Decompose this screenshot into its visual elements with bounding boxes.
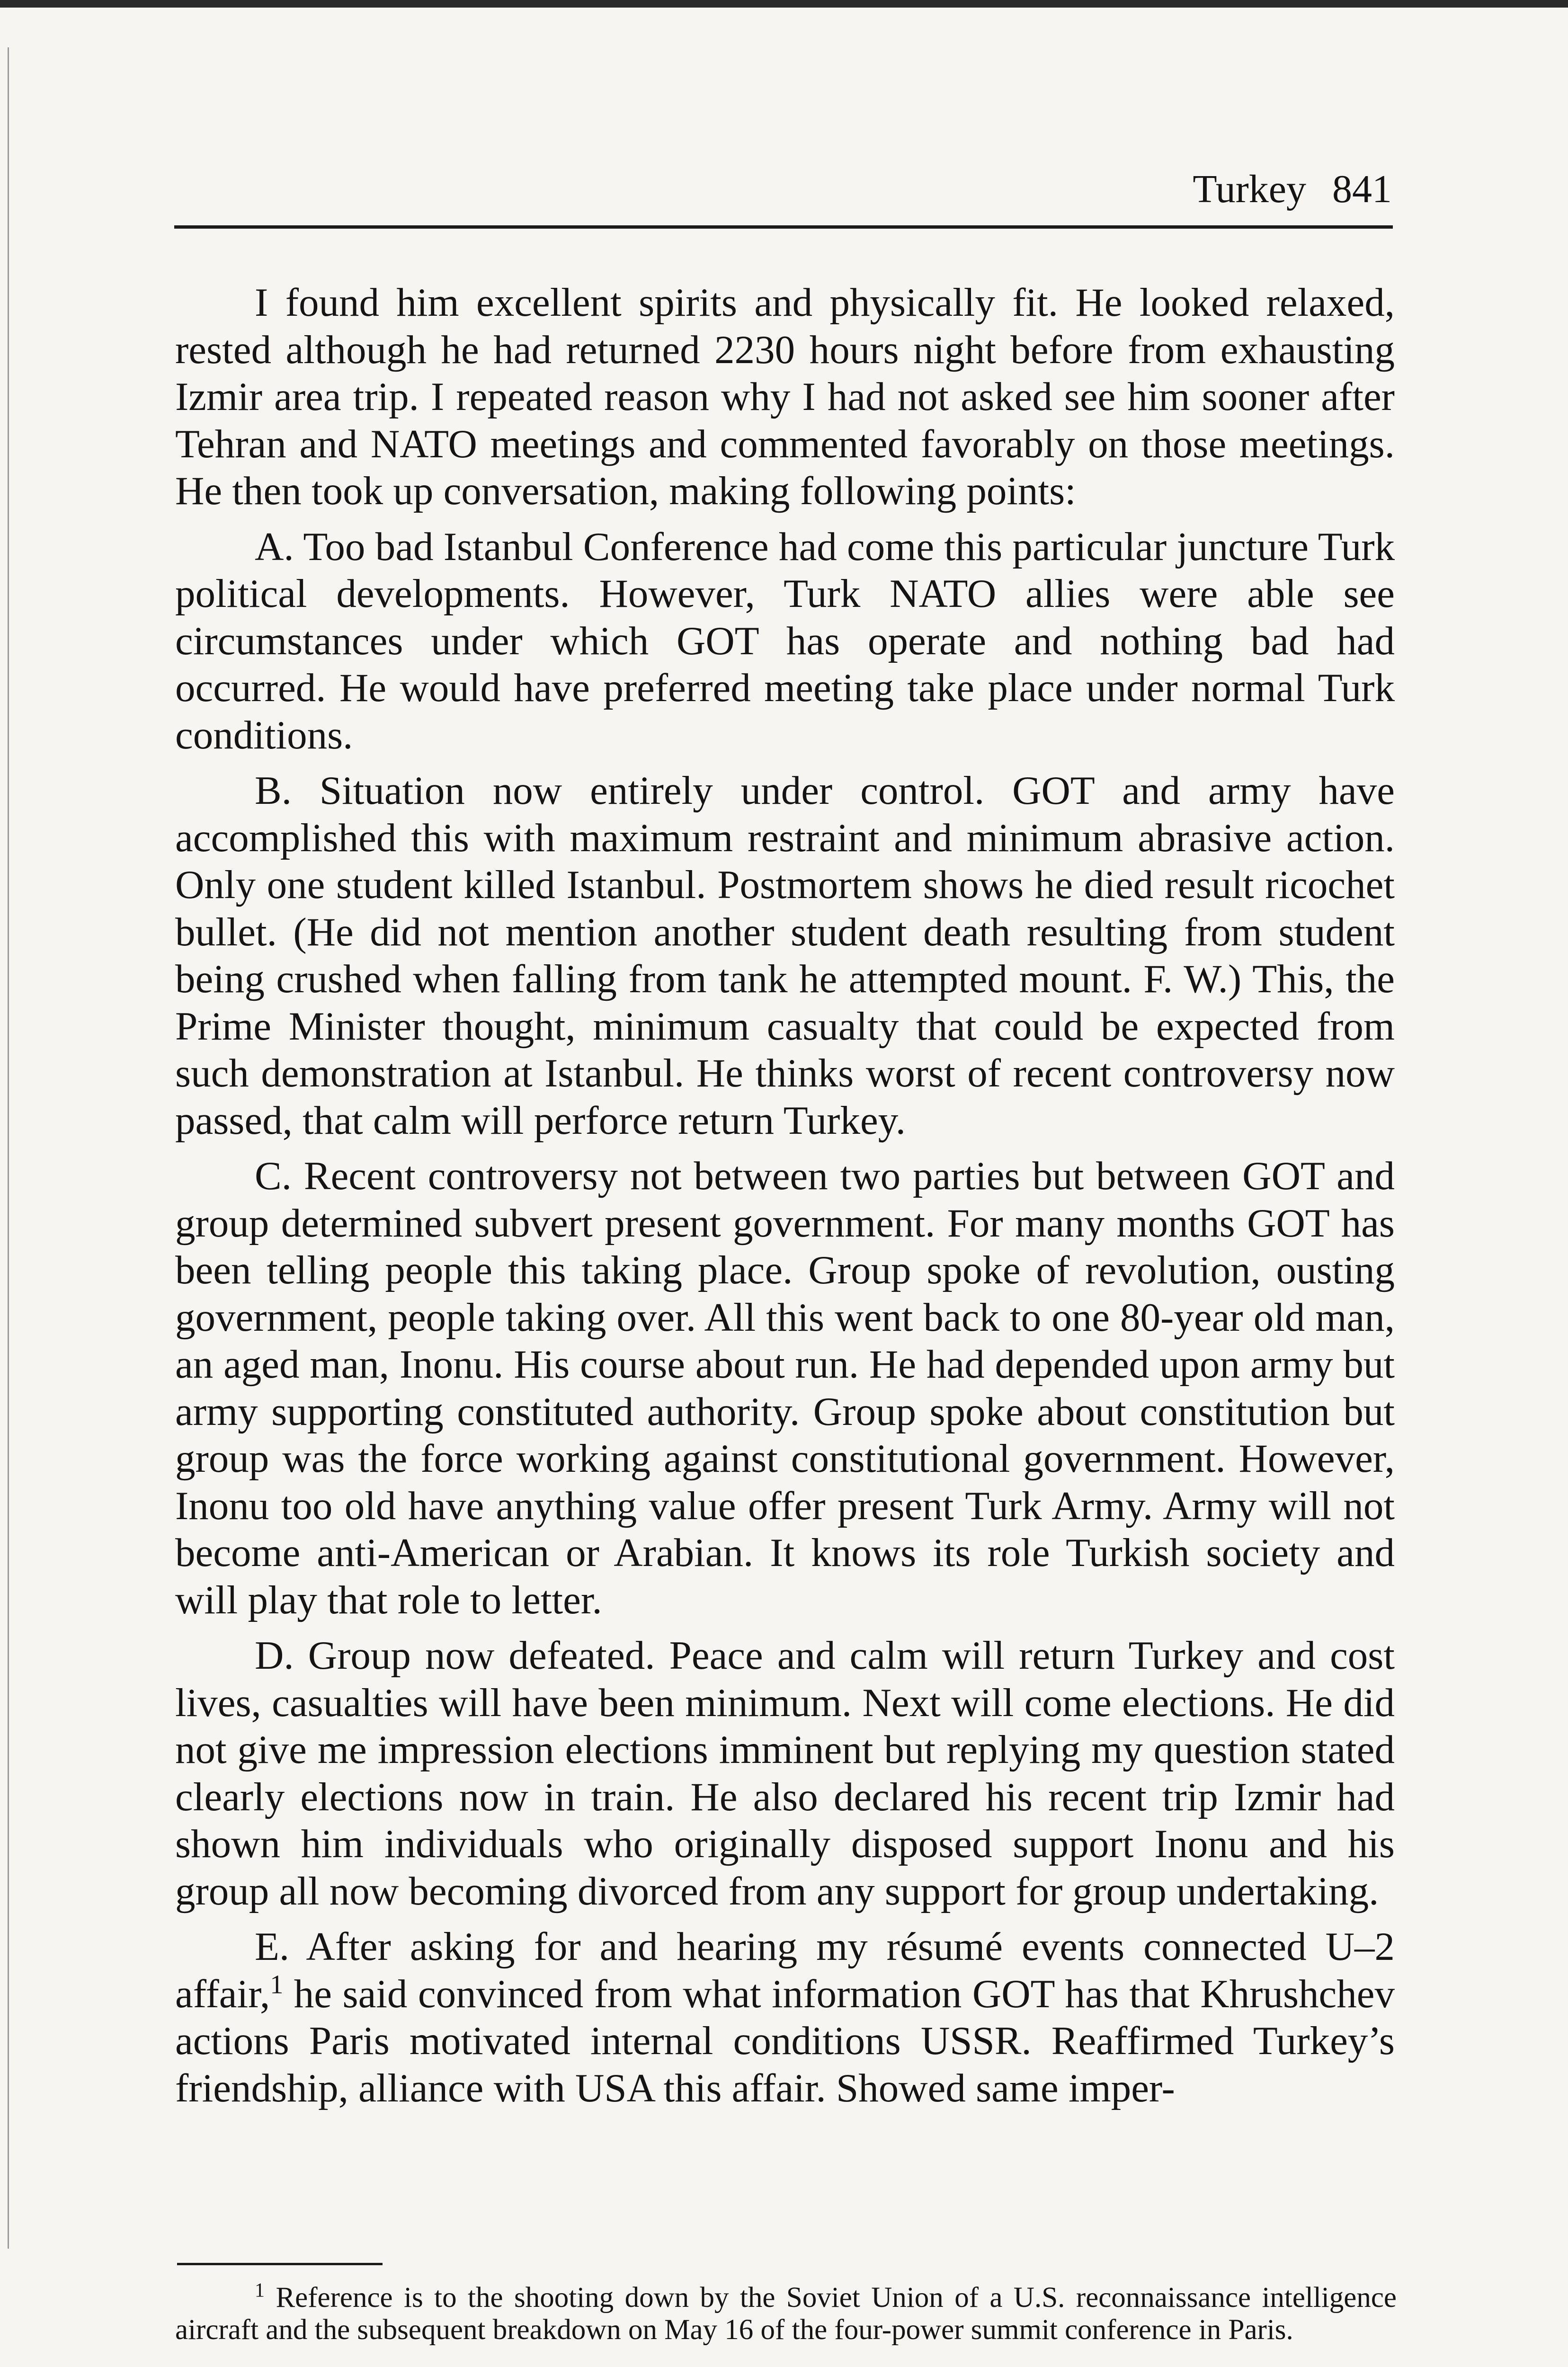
footnote (175, 2279, 1397, 2346)
paragraph-c: C. Recent controversy not between two parties but between GOT and group determined subvert present government. For many months GOT has been telling people this taking place. Group spoke of revolution, ousting government, people taking over. All this went back to one 80-year old man, an aged man, Inonu. His course about run. He had depended upon army but army supporting constituted authority. Group spoke about constitution but group was the force working against constitutional government. However, Inonu too old have anything value offer present Turk Army. Army will not become anti-American or Arabian. It knows its role Turkish society and will play that role to letter. (175, 1154, 1395, 1622)
page-number: 841 (1332, 167, 1392, 211)
paragraph-b: B. Situation now entirely under control. GOT and army have accomplished this with maximum restraint and minimum abrasive action. Only one student killed Istanbul. Postmortem shows he died result ricochet bullet. (He did not mention another student death resulting from student being crushed when falling from tank he attempted mount. F. W.) This, the Prime Minister thought, minimum casualty that could be expected from such demonstration at Istanbul. He thinks worst of recent controversy now passed, that calm will perforce return Turkey. (175, 768, 1395, 1143)
paragraph-d: D. Group now defeated. Peace and calm will return Turkey and cost lives, casualties will have been minimum. Next will come elections. He did not give me impression elections imminent but replying my question stated clearly elections now in train. He also declared his recent trip Izmir had shown him individuals who originally disposed support Inonu and his group all now becoming divorced from any support for group undertaking. (175, 1633, 1395, 1913)
page-top-edge (0, 0, 1568, 8)
page-left-edge (8, 47, 9, 2249)
paragraph-e-end: he said convinced from what information GOT has that Khrushchev actions Paris motivated internal conditions USSR. Reaffirmed Turkey’s friendship, alliance with USA this affair. Showed same imper- (175, 1971, 1395, 2110)
paragraph-intro: I found him excellent spirits and physically fit. He looked relaxed, rested although he had returned 2230 hours night before from exhausting Izmir area trip. I repeated reason why I had not asked see him sooner after Tehran and NATO meetings and commented favorably on those meetings. He then took up conversation, making following points: (175, 280, 1395, 513)
paragraph-e (175, 1923, 1395, 2112)
footnote-rule (177, 2263, 383, 2265)
footnote-reference: 1 (270, 1970, 284, 2000)
paragraph-e-start: E. After asking for and hearing my résumé events connected U–2 affair, (175, 1924, 1395, 2016)
footnote-marker: 1 (255, 2279, 265, 2302)
running-head (175, 166, 1392, 213)
paragraph-a: A. Too bad Istanbul Conference had come this particular juncture Turk political developments. However, Turk NATO allies were able see circumstances under which GOT has operate and nothing bad had occurred. He would have preferred meeting take place under normal Turk conditions. (175, 524, 1395, 757)
document-body (175, 279, 1395, 2120)
header-rule (174, 225, 1393, 229)
footnote-text: Reference is to the shooting down by the Soviet Union of a U.S. reconnaissance intelligence aircraft and the subsequent breakdown on May 16 of the four-power summit conference in Paris. (175, 2282, 1397, 2346)
running-title: Turkey (1193, 167, 1306, 211)
